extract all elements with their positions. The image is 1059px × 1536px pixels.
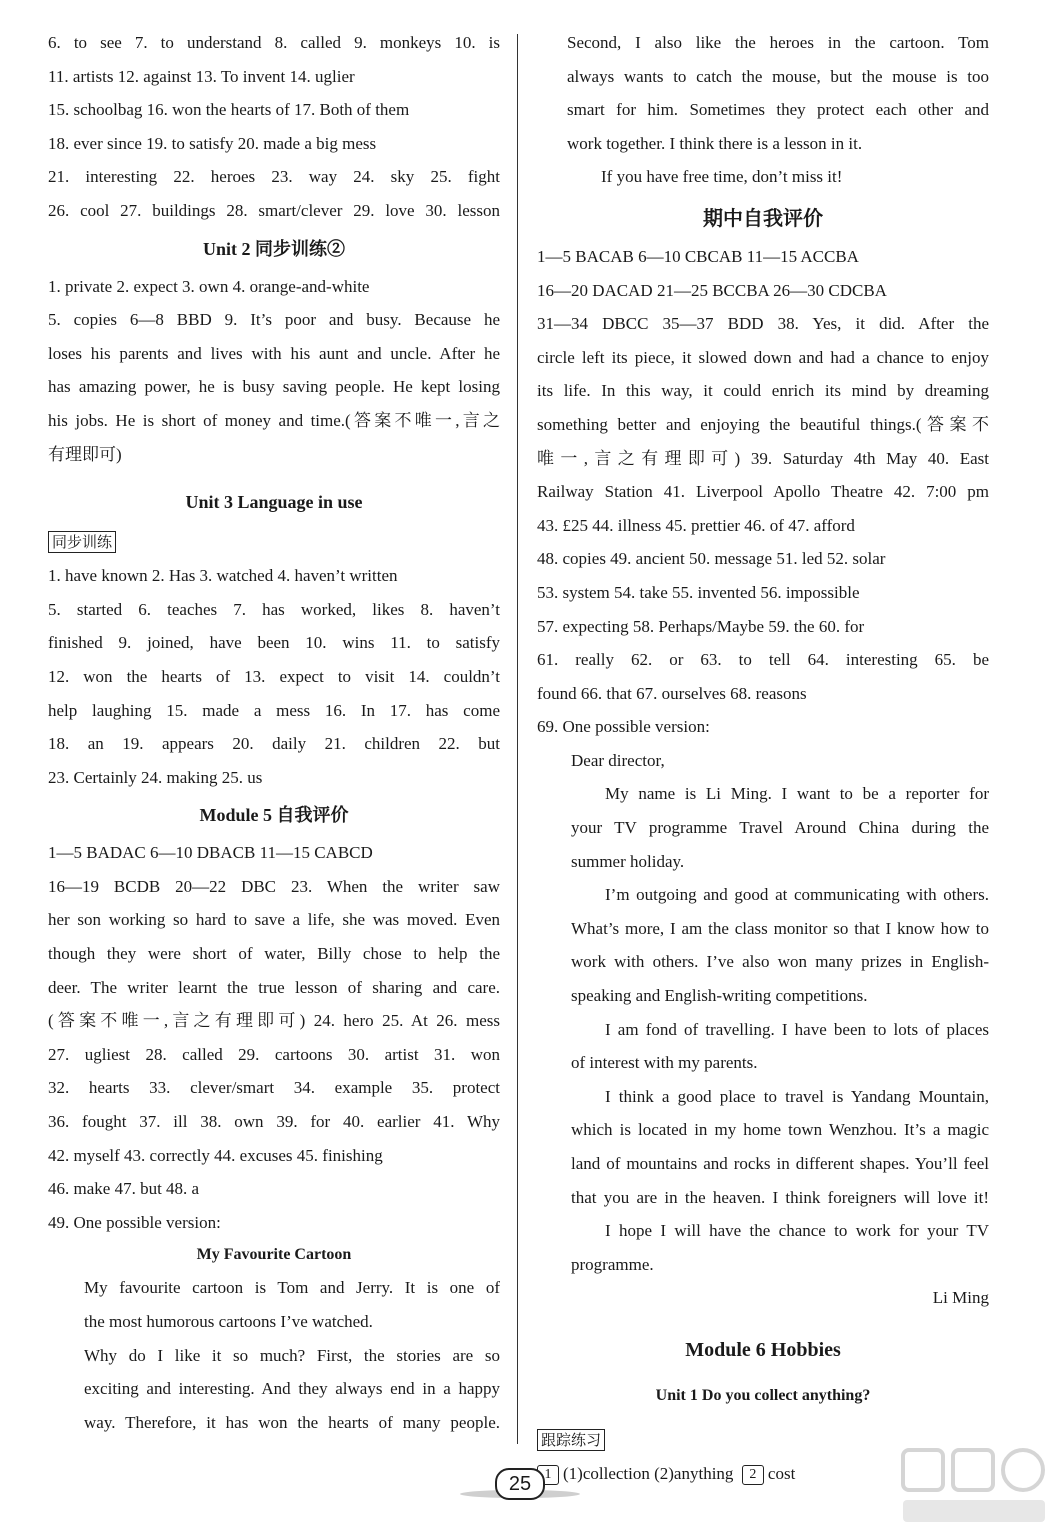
answer-line: 36. fought 37. ill 38. own 39. for 40. earlier 41. Why xyxy=(48,1112,500,1132)
letter-line: I’m outgoing and good at communicating with others. xyxy=(605,885,989,905)
answer-line: its life. In this way, it could enrich its mind by dreaming xyxy=(537,381,989,401)
letter-line: your TV programme Travel Around China during the xyxy=(571,818,989,838)
essay-line: work together. I think there is a lesson in it. xyxy=(567,133,863,153)
answer-line: 有理即可) xyxy=(48,444,122,464)
essay-line: Why do I like it so much? First, the stories are so xyxy=(84,1345,500,1365)
answers-midterm xyxy=(537,240,989,744)
essay-title: My Favourite Cartoon xyxy=(196,1246,352,1264)
column-divider xyxy=(517,34,518,1444)
letter-greeting: Dear director, xyxy=(571,750,665,770)
answers-module5 xyxy=(48,836,500,1239)
answer-line: 43. £25 44. illness 45. prettier 46. of 47. afford xyxy=(537,515,855,535)
practice-box-label: 同步训练 xyxy=(48,531,116,553)
answer-line: 27. ugliest 28. called 29. cartoons 30. artist 31. won xyxy=(48,1044,500,1064)
letter-line: I am fond of travelling. I have been to lots of places xyxy=(605,1019,989,1039)
watermark-logo-icon xyxy=(899,1444,1049,1528)
answer-line: deer. The writer learnt the true lesson of sharing and care. xyxy=(48,977,500,997)
answer-line: 唯一,言之有理即可) 39. Saturday 4th May 40. East xyxy=(537,448,989,468)
letter-line: programme. xyxy=(571,1254,654,1274)
essay-line: smart for him. Sometimes they protect each other and xyxy=(567,100,989,120)
letter-line: that you are in the heaven. I think foreigners will love it! xyxy=(571,1187,989,1207)
section-heading-unit2: Unit 2 同步训练② xyxy=(202,238,345,259)
answer-line: 15. schoolbag 16. won the hearts of 17. Both of them xyxy=(48,100,410,120)
answer-line: 1. private 2. expect 3. own 4. orange-and-white xyxy=(48,276,370,296)
answer-text: cost xyxy=(767,1463,796,1483)
right-column xyxy=(537,26,989,1491)
letter-line: What’s more, I am the class monitor so that I know how to xyxy=(571,918,989,938)
answer-line: 42. myself 43. correctly 44. excuses 45. finishing xyxy=(48,1145,383,1165)
answer-line: 23. Certainly 24. making 25. us xyxy=(48,767,263,787)
question-number-box: 1 xyxy=(537,1465,559,1485)
answers-unit2 xyxy=(48,270,500,472)
essay-body xyxy=(48,1271,500,1439)
answer-line: 1. have known 2. Has 3. watched 4. haven’t written xyxy=(48,566,398,586)
letter-line: My name is Li Ming. I want to be a reporter for xyxy=(605,784,989,804)
answer-line: 57. expecting 58. Perhaps/Maybe 59. the 60. for xyxy=(537,616,865,636)
essay-line: My favourite cartoon is Tom and Jerry. It is one of xyxy=(84,1278,500,1298)
letter-line: which is located in my home town Wenzhou. It’s a magic xyxy=(571,1120,989,1140)
page-number: 25 xyxy=(495,1468,545,1500)
answer-line: his jobs. He is short of money and time.(答案不唯一,言之 xyxy=(48,410,500,430)
left-column xyxy=(48,26,500,1439)
letter xyxy=(537,744,989,1315)
essay-line: Second, I also like the heroes in the cartoon. Tom xyxy=(567,33,989,52)
answer-line: 6. to see 7. to understand 8. called 9. monkeys 10. is xyxy=(48,33,500,52)
answer-line: loses his parents and lives with his aunt and uncle. After he xyxy=(48,343,500,363)
essay-line: always wants to catch the mouse, but the mouse is too xyxy=(567,66,989,86)
letter-line: of interest with my parents. xyxy=(571,1053,758,1073)
letter-line: I think a good place to travel is Yandang Mountain, xyxy=(605,1086,989,1106)
answer-line: 18. an 19. appears 20. daily 21. children 22. but xyxy=(48,734,500,754)
answer-line: 16—20 DACAD 21—25 BCCBA 26—30 CDCBA xyxy=(537,280,887,300)
answer-line: finished 9. joined, have been 10. wins 11. to satisfy xyxy=(48,633,500,653)
answer-line: 21. interesting 22. heroes 23. way 24. sky 25. fight xyxy=(48,167,500,187)
answer-line: (答案不唯一,言之有理即可) 24. hero 25. At 26. mess xyxy=(48,1011,500,1031)
section-heading-unit3: Unit 3 Language in use xyxy=(185,492,363,513)
answer-line: 46. make 47. but 48. a xyxy=(48,1179,200,1199)
question-number-box: 2 xyxy=(742,1465,764,1485)
essay-line: the most humorous cartoons I’ve watched. xyxy=(84,1312,373,1331)
unit-heading-module6: Unit 1 Do you collect anything? xyxy=(655,1386,871,1404)
answer-line: 5. started 6. teaches 7. has worked, likes 8. haven’t xyxy=(48,599,500,619)
answer-line: 18. ever since 19. to satisfy 20. made a big mess xyxy=(48,133,377,153)
essay-continued xyxy=(537,26,989,194)
answer-line: 1—5 BACAB 6—10 CBCAB 11—15 ACCBA xyxy=(537,246,859,266)
answer-line: circle left its piece, it slowed down and had a chance to enjoy xyxy=(537,347,989,367)
essay-line: If you have free time, don’t miss it! xyxy=(601,167,843,187)
answer-line: 48. copies 49. ancient 50. message 51. led 52. solar xyxy=(537,549,886,569)
letter-line: summer holiday. xyxy=(571,851,685,871)
answer-line: help laughing 15. made a mess 16. In 17. has come xyxy=(48,700,500,720)
answer-line: 61. really 62. or 63. to tell 64. interesting 65. be xyxy=(537,650,989,670)
letter-signature: Li Ming xyxy=(932,1288,989,1308)
answer-line: Railway Station 41. Liverpool Apollo Theatre 42. 7:00 pm xyxy=(537,482,989,502)
answers-unit3 xyxy=(48,559,500,794)
letter-line: speaking and English-writing competitions. xyxy=(571,986,868,1006)
essay-line: exciting and interesting. And they always end in a happy xyxy=(84,1379,500,1399)
letter-line: land of mountains and rocks in different shapes. You’ll feel xyxy=(571,1154,989,1173)
answer-line: 49. One possible version: xyxy=(48,1212,221,1232)
answer-line: 11. artists 12. against 13. To invent 14. uglier xyxy=(48,66,355,86)
answer-line: 16—19 BCDB 20—22 DBC 23. When the writer saw xyxy=(48,876,500,896)
letter-line: work with others. I’ve also won many prizes in English- xyxy=(571,952,989,972)
answer-line: 32. hearts 33. clever/smart 34. example 35. protect xyxy=(48,1078,500,1098)
answer-line: 5. copies 6—8 BBD 9. It’s poor and busy. Because he xyxy=(48,310,500,330)
answer-text: (1)collection (2)anything xyxy=(563,1463,734,1483)
answer-line: 26. cool 27. buildings 28. smart/clever 29. love 30. lesson xyxy=(48,200,500,220)
answer-line: 53. system 54. take 55. invented 56. impossible xyxy=(537,582,860,602)
letter-line: I hope I will have the chance to work for your TV xyxy=(605,1221,989,1241)
answer-line: found 66. that 67. ourselves 68. reasons xyxy=(537,683,807,703)
tracking-practice-box-label: 跟踪练习 xyxy=(537,1429,605,1451)
section-heading-module6: Module 6 Hobbies xyxy=(685,1338,841,1361)
answer-line: something better and enjoying the beautiful things.(答案不 xyxy=(537,414,989,434)
answer-line: 1—5 BADAC 6—10 DBACB 11—15 CABCD xyxy=(48,843,373,863)
answers-top xyxy=(48,26,500,228)
answer-line: 69. One possible version: xyxy=(537,717,710,737)
answer-line: her son working so hard to save a life, she was moved. Even xyxy=(48,910,500,930)
answer-line: 31—34 DBCC 35—37 BDD 38. Yes, it did. After the xyxy=(537,314,989,334)
answer-line: 12. won the hearts of 13. expect to visit 14. couldn’t xyxy=(48,666,500,686)
answer-line: though they were short of water, Billy chose to help the xyxy=(48,944,500,964)
answer-line: has amazing power, he is busy saving people. He kept losing xyxy=(48,377,500,397)
section-heading-module5: Module 5 自我评价 xyxy=(199,805,349,826)
section-heading-midterm: 期中自我评价 xyxy=(703,207,823,230)
essay-line: way. Therefore, it has won the hearts of many people. xyxy=(84,1412,500,1432)
